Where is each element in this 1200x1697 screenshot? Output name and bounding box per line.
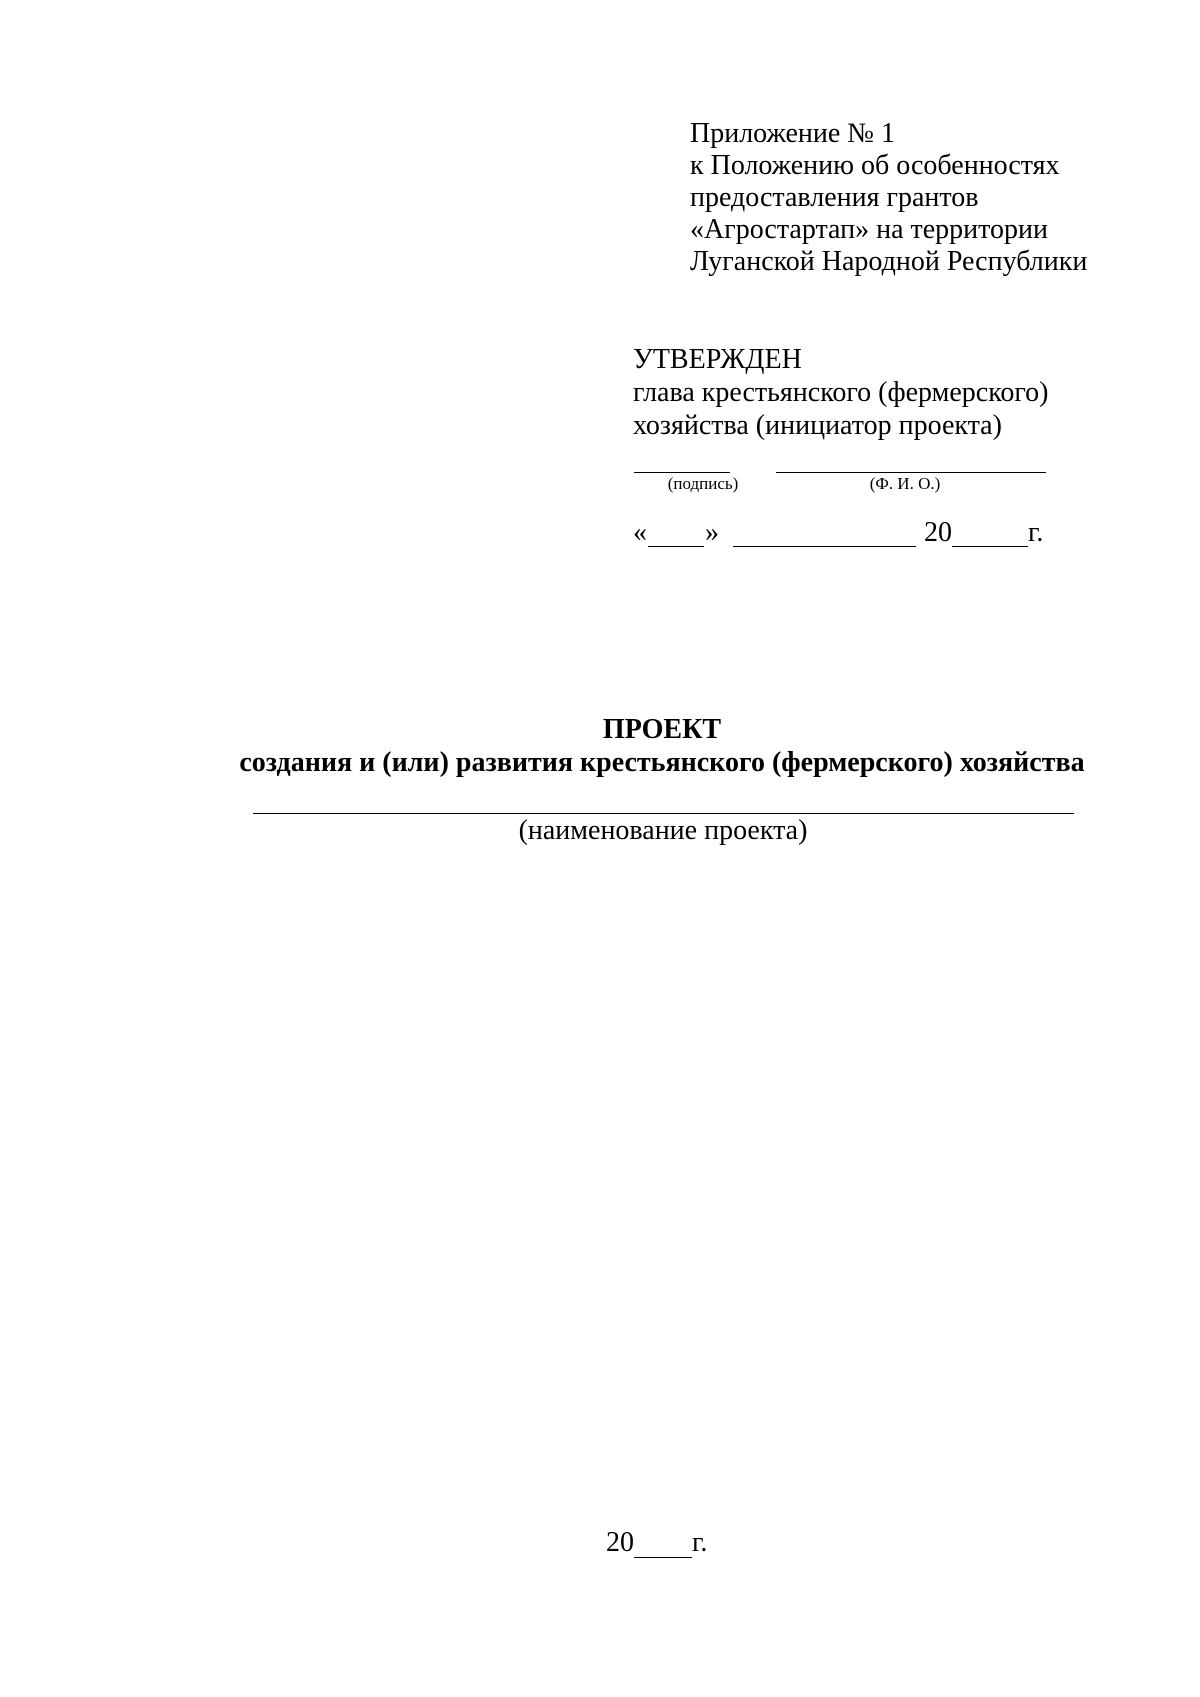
appendix-line: предоставления грантов bbox=[690, 182, 979, 213]
appendix-block bbox=[690, 118, 1087, 278]
project-subheading: создания и (или) развития крестьянского (фермерского) хозяйства bbox=[239, 747, 1085, 778]
date-close-quote: » bbox=[705, 517, 719, 548]
date-year-prefix: 20 bbox=[924, 517, 952, 548]
project-heading: ПРОЕКТ bbox=[602, 714, 722, 745]
appendix-line: Приложение № 1 bbox=[690, 118, 895, 149]
year-line bbox=[952, 546, 1028, 547]
name-label: (Ф. И. О.) bbox=[869, 474, 941, 493]
signature-line bbox=[634, 472, 730, 473]
project-name-label: (наименование проекта) bbox=[518, 815, 808, 846]
approval-line: хозяйства (инициатор проекта) bbox=[633, 410, 1002, 441]
date-open-quote: « bbox=[633, 517, 647, 548]
name-line bbox=[776, 472, 1046, 473]
approval-heading: УТВЕРЖДЕН bbox=[633, 344, 802, 375]
appendix-line: Луганской Народной Республики bbox=[690, 246, 1088, 277]
appendix-line: к Положению об особенностях bbox=[690, 150, 1060, 181]
month-line bbox=[733, 546, 916, 547]
approval-block bbox=[633, 343, 1049, 442]
date-year-suffix: г. bbox=[1028, 517, 1044, 548]
footer-year-suffix: г. bbox=[692, 1527, 708, 1558]
appendix-line: «Агростартап» на территории bbox=[690, 214, 1048, 245]
project-name-line bbox=[253, 813, 1074, 814]
footer-year-prefix: 20 bbox=[606, 1527, 634, 1558]
signature-label: (подпись) bbox=[667, 474, 739, 493]
day-line bbox=[648, 546, 704, 547]
footer-year-line bbox=[634, 1557, 692, 1558]
approval-line: глава крестьянского (фермерского) bbox=[633, 377, 1049, 408]
